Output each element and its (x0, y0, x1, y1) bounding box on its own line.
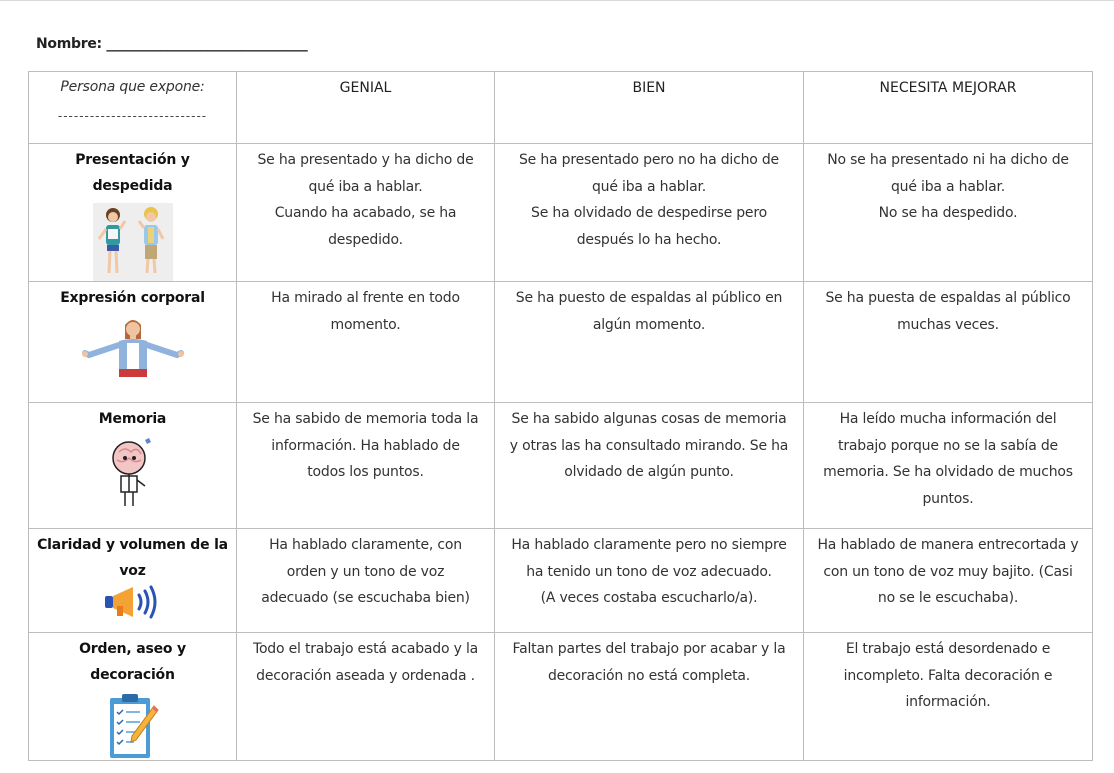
criterion-title-continued: voz (119, 563, 146, 579)
desc-line: El trabajo está desordenado e (845, 641, 1051, 657)
desc-line: información. Ha hablado de (271, 437, 460, 454)
presenter-label: Persona que expone: (60, 79, 205, 95)
description-cell (804, 403, 1093, 529)
description-cell (237, 282, 495, 403)
description-cell (804, 633, 1093, 761)
desc-line: Se ha olvidado de despedirse pero (531, 205, 767, 221)
criterion-title: Memoria (98, 411, 167, 427)
desc-line: Se ha sabido algunas cosas de memoria (511, 411, 787, 427)
desc-line: Ha leído mucha información del (839, 411, 1057, 427)
desc-line: Ha hablado claramente, con (269, 537, 462, 553)
desc-line: Se ha puesto de espaldas al público en (515, 290, 783, 306)
criterion-cell (29, 633, 237, 761)
criterion-cell (29, 403, 237, 529)
desc-line: adecuado (se escuchaba bien) (261, 590, 470, 606)
header-row (29, 72, 1093, 144)
level-genial-label: GENIAL (339, 80, 392, 96)
description-cell (495, 282, 804, 403)
desc-line: Ha hablado claramente pero no siempre (511, 537, 787, 553)
desc-line: Ha mirado al frente en todo (271, 290, 460, 306)
level-bien-label: BIEN (632, 80, 666, 96)
brain-thinking-icon (103, 436, 163, 510)
presenter-blank-line: ---------------------------- (57, 109, 208, 123)
desc-line: qué iba a hablar. (308, 178, 423, 195)
desc-line: decoración aseada y ordenada . (256, 667, 475, 684)
desc-line: orden y un tono de voz (286, 563, 445, 580)
presenter-cell (29, 72, 237, 144)
criterion-cell (29, 144, 237, 282)
description-cell (804, 529, 1093, 633)
desc-line: Se ha presentado y ha dicho de (257, 152, 474, 168)
description-cell (804, 144, 1093, 282)
desc-line: muchas veces. (897, 316, 999, 333)
description-cell (237, 633, 495, 761)
desc-line: algún momento. (592, 316, 706, 333)
top-divider (0, 0, 1114, 1)
table-row (29, 633, 1093, 761)
criterion-cell (29, 282, 237, 403)
description-cell (495, 529, 804, 633)
table-row (29, 529, 1093, 633)
description-cell (495, 633, 804, 761)
table-row (29, 144, 1093, 282)
criterion-title: Orden, aseo y decoración (79, 641, 186, 683)
desc-line: No se ha despedido. (878, 205, 1018, 221)
description-cell (237, 144, 495, 282)
desc-line: momento. (330, 316, 401, 333)
desc-line: Se ha presentado pero no ha dicho de (519, 152, 779, 168)
open-arms-person-icon (81, 315, 185, 379)
desc-line: Ha hablado de manera entrecortada y (817, 537, 1079, 553)
level-header (495, 72, 804, 144)
description-cell (237, 403, 495, 529)
desc-line: no se le escuchaba). (877, 590, 1019, 606)
desc-line: No se ha presentado ni ha dicho de (827, 152, 1069, 168)
desc-line: Todo el trabajo está acabado y la (252, 641, 479, 657)
desc-line: trabajo porque no se la sabía de (838, 437, 1058, 454)
level-header (237, 72, 495, 144)
evaluation-rubric-table (28, 71, 1093, 761)
desc-line: con un tono de voz muy bajito. (Casi (823, 563, 1073, 580)
description-cell (804, 282, 1093, 403)
desc-line: todos los puntos. (307, 464, 424, 480)
desc-line: memoria. Se ha olvidado de muchos (823, 464, 1073, 480)
desc-line: olvidado de algún punto. (564, 464, 734, 480)
desc-line: Cuando ha acabado, se ha (274, 205, 457, 221)
megaphone-icon (103, 584, 163, 620)
desc-line: puntos. (922, 490, 974, 507)
clipboard-checklist-icon (106, 692, 160, 760)
desc-line: despedido. (328, 231, 403, 248)
description-cell (495, 403, 804, 529)
desc-line: después lo ha hecho. (576, 231, 722, 248)
criterion-title: Claridad y volumen de la (37, 537, 228, 553)
desc-line: incompleto. Falta decoración e (843, 667, 1053, 684)
criterion-title: Expresión corporal (60, 290, 205, 306)
table-row (29, 403, 1093, 529)
level-necesita-mejorar-label: NECESITA MEJORAR (879, 80, 1017, 96)
desc-line: qué iba a hablar. (891, 178, 1005, 195)
description-cell (495, 144, 804, 282)
desc-line: qué iba a hablar. (592, 178, 706, 195)
desc-line: (A veces costaba escucharlo/a). (540, 590, 758, 606)
desc-line: Se ha puesta de espaldas al público (825, 290, 1071, 306)
desc-line: ha tenido un tono de voz adecuado. (526, 563, 772, 580)
criterion-title: Presentación y despedida (75, 152, 190, 194)
desc-line: y otras las ha consultado mirando. Se ha (509, 437, 789, 454)
description-cell (237, 529, 495, 633)
desc-line: Faltan partes del trabajo por acabar y la (512, 641, 786, 657)
name-field-label: Nombre: ______________________________ (36, 36, 308, 52)
desc-line: información. (905, 694, 991, 710)
table-row (29, 282, 1093, 403)
desc-line: Se ha sabido de memoria toda la (252, 411, 479, 427)
presenting-people-icon (93, 203, 173, 281)
desc-line: decoración no está completa. (547, 667, 751, 684)
level-header (804, 72, 1093, 144)
criterion-cell (29, 529, 237, 633)
